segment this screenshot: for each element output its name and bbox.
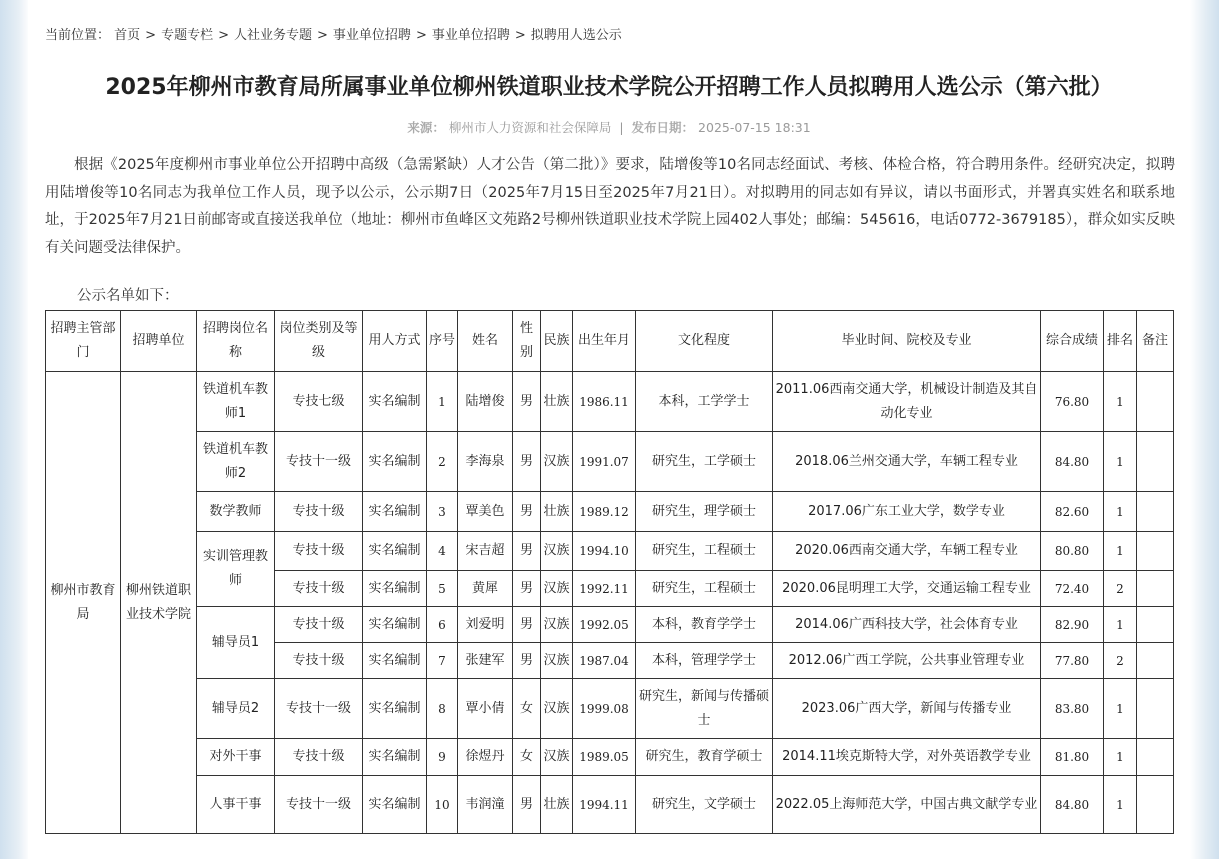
graduation-cell: 2014.11埃克斯特大学，对外英语教学专业 (773, 739, 1041, 776)
method-cell: 实名编制 (363, 607, 427, 643)
method-cell: 实名编制 (363, 571, 427, 607)
article-body: 根据《2025年度柳州市事业单位公开招聘中高级（急需紧缺）人才公告（第二批）》要求，陆增俊等10名同志经面试、考核、体检合格，符合聘用条件。经研究决定，拟聘用陆增俊等10名同志为我单位工作人员，现予以公示，公示期7日（2025年7月15日至2025年7月21日）。对拟聘用的同志如有异议，请以书面形式，并署真实姓名和联系地址，于2025年7月21日前邮寄或直接送我单位（地址：柳州市鱼峰区文苑路2号柳州铁道职业技术学院上园402人事处；邮编：545616，电话0772-3679185），群众如实反映有关问题受法律保护。 (45, 157, 1175, 256)
article-title: 2025年柳州市教育局所属事业单位柳州铁道职业技术学院公开招聘工作人员拟聘用人选公示（第六批） (105, 75, 1113, 100)
ethnic-cell: 壮族 (541, 776, 573, 834)
breadcrumb-separator: > (415, 28, 427, 43)
graduation-cell: 2012.06广西工学院，公共事业管理专业 (773, 643, 1041, 679)
breadcrumb-separator: > (145, 28, 157, 43)
header-cell: 文化程度 (636, 311, 773, 372)
ethnic-cell: 汉族 (541, 532, 573, 571)
table-row (46, 679, 1174, 739)
table-header-row (46, 311, 1174, 372)
rank-cell: 1 (1104, 532, 1137, 571)
rank-cell: 1 (1104, 432, 1137, 492)
ethnic-cell: 汉族 (541, 679, 573, 739)
education-cell: 本科，教育学学士 (636, 607, 773, 643)
level-cell: 专技十级 (275, 607, 363, 643)
department-cell: 柳州市教育局 (46, 372, 121, 834)
method-cell: 实名编制 (363, 372, 427, 432)
article-meta (28, 118, 1190, 136)
candidates-table (45, 310, 1174, 834)
birth-cell: 1999.08 (573, 679, 636, 739)
header-cell: 备注 (1137, 311, 1174, 372)
note-cell (1137, 532, 1174, 571)
gender-cell: 男 (513, 372, 541, 432)
ethnic-cell: 壮族 (541, 492, 573, 532)
breadcrumb-recruitment-sub[interactable]: 事业单位招聘 (431, 28, 510, 43)
breadcrumb-recruitment[interactable]: 事业单位招聘 (332, 28, 411, 43)
position-cell: 对外干事 (197, 739, 275, 776)
education-cell: 研究生，文学硕士 (636, 776, 773, 834)
meta-divider: | (619, 120, 624, 135)
birth-cell: 1987.04 (573, 643, 636, 679)
birth-cell: 1994.10 (573, 532, 636, 571)
ethnic-cell: 壮族 (541, 372, 573, 432)
date-label: 发布日期： (631, 120, 695, 135)
graduation-cell: 2022.05上海师范大学，中国古典文献学专业 (773, 776, 1041, 834)
note-cell (1137, 643, 1174, 679)
method-cell: 实名编制 (363, 532, 427, 571)
method-cell: 实名编制 (363, 739, 427, 776)
name-cell: 陆增俊 (458, 372, 513, 432)
note-cell (1137, 776, 1174, 834)
note-cell (1137, 607, 1174, 643)
unit-cell: 柳州铁道职业技术学院 (121, 372, 197, 834)
rank-cell: 2 (1104, 643, 1137, 679)
table-row (46, 372, 1174, 432)
name-cell: 宋吉超 (458, 532, 513, 571)
score-cell: 77.80 (1041, 643, 1104, 679)
name-cell: 刘爱明 (458, 607, 513, 643)
seq-cell: 1 (427, 372, 458, 432)
source-value: 柳州市人力资源和社会保障局 (448, 120, 612, 135)
date-value: 2025-07-15 18:31 (698, 120, 811, 135)
method-cell: 实名编制 (363, 643, 427, 679)
header-cell: 出生年月 (573, 311, 636, 372)
education-cell: 研究生，新闻与传播硕士 (636, 679, 773, 739)
gender-cell: 男 (513, 571, 541, 607)
ethnic-cell: 汉族 (541, 739, 573, 776)
rank-cell: 1 (1104, 607, 1137, 643)
rank-cell: 1 (1104, 776, 1137, 834)
breadcrumb-home[interactable]: 首页 (114, 28, 141, 43)
table-row (46, 776, 1174, 834)
graduation-cell: 2017.06广东工业大学，数学专业 (773, 492, 1041, 532)
level-cell: 专技十级 (275, 571, 363, 607)
seq-cell: 10 (427, 776, 458, 834)
education-cell: 本科，管理学学士 (636, 643, 773, 679)
table-row (46, 739, 1174, 776)
note-cell (1137, 571, 1174, 607)
level-cell: 专技十一级 (275, 432, 363, 492)
graduation-cell: 2020.06昆明理工大学，交通运输工程专业 (773, 571, 1041, 607)
birth-cell: 1986.11 (573, 372, 636, 432)
header-cell: 招聘岗位名称 (197, 311, 275, 372)
level-cell: 专技十级 (275, 643, 363, 679)
breadcrumb-separator: > (218, 28, 229, 43)
birth-cell: 1994.11 (573, 776, 636, 834)
ethnic-cell: 汉族 (541, 607, 573, 643)
score-cell: 84.80 (1041, 432, 1104, 492)
graduation-cell: 2011.06西南交通大学，机械设计制造及其自动化专业 (773, 372, 1041, 432)
name-cell: 徐煜丹 (458, 739, 513, 776)
score-cell: 72.40 (1041, 571, 1104, 607)
list-label: 公示名单如下： (77, 288, 179, 304)
rank-cell: 2 (1104, 571, 1137, 607)
gender-cell: 男 (513, 643, 541, 679)
table-row (46, 492, 1174, 532)
header-cell: 排名 (1104, 311, 1137, 372)
gender-cell: 男 (513, 776, 541, 834)
graduation-cell: 2014.06广西科技大学，社会体育专业 (773, 607, 1041, 643)
note-cell (1137, 679, 1174, 739)
method-cell: 实名编制 (363, 492, 427, 532)
level-cell: 专技十级 (275, 739, 363, 776)
header-cell: 民族 (541, 311, 573, 372)
method-cell: 实名编制 (363, 432, 427, 492)
score-cell: 83.80 (1041, 679, 1104, 739)
education-cell: 本科，工学学士 (636, 372, 773, 432)
education-cell: 研究生，工程硕士 (636, 532, 773, 571)
table-row (46, 532, 1174, 571)
seq-cell: 7 (427, 643, 458, 679)
header-cell: 性别 (513, 311, 541, 372)
score-cell: 81.80 (1041, 739, 1104, 776)
birth-cell: 1989.05 (573, 739, 636, 776)
level-cell: 专技十级 (275, 492, 363, 532)
header-cell: 岗位类别及等级 (275, 311, 363, 372)
note-cell (1137, 432, 1174, 492)
graduation-cell: 2018.06兰州交通大学，车辆工程专业 (773, 432, 1041, 492)
article-page (28, 0, 1190, 859)
position-cell: 数学教师 (197, 492, 275, 532)
ethnic-cell: 汉族 (541, 571, 573, 607)
seq-cell: 6 (427, 607, 458, 643)
header-cell: 招聘单位 (121, 311, 197, 372)
position-cell: 人事干事 (197, 776, 275, 834)
birth-cell: 1992.11 (573, 571, 636, 607)
name-cell: 李海泉 (458, 432, 513, 492)
source-label: 来源： (407, 120, 445, 135)
education-cell: 研究生，工学硕士 (636, 432, 773, 492)
position-cell: 铁道机车教师1 (197, 372, 275, 432)
gender-cell: 女 (513, 679, 541, 739)
breadcrumb-label: 当前位置： (45, 28, 111, 43)
level-cell: 专技十一级 (275, 776, 363, 834)
header-cell: 姓名 (458, 311, 513, 372)
name-cell: 覃美色 (458, 492, 513, 532)
birth-cell: 1991.07 (573, 432, 636, 492)
education-cell: 研究生，工程硕士 (636, 571, 773, 607)
note-cell (1137, 372, 1174, 432)
gender-cell: 男 (513, 607, 541, 643)
breadcrumb-separator: > (317, 28, 328, 43)
name-cell: 张建军 (458, 643, 513, 679)
education-cell: 研究生，理学硕士 (636, 492, 773, 532)
seq-cell: 2 (427, 432, 458, 492)
rank-cell: 1 (1104, 492, 1137, 532)
note-cell (1137, 492, 1174, 532)
gender-cell: 男 (513, 492, 541, 532)
table-row (46, 607, 1174, 643)
breadcrumb-special-topics[interactable]: 专题专栏 (161, 28, 214, 43)
seq-cell: 3 (427, 492, 458, 532)
header-cell: 招聘主管部门 (46, 311, 121, 372)
graduation-cell: 2020.06西南交通大学，车辆工程专业 (773, 532, 1041, 571)
rank-cell: 1 (1104, 679, 1137, 739)
position-cell: 辅导员1 (197, 607, 275, 679)
score-cell: 84.80 (1041, 776, 1104, 834)
position-cell: 辅导员2 (197, 679, 275, 739)
ethnic-cell: 汉族 (541, 432, 573, 492)
position-cell: 铁道机车教师2 (197, 432, 275, 492)
name-cell: 韦润潼 (458, 776, 513, 834)
gender-cell: 男 (513, 532, 541, 571)
gender-cell: 男 (513, 432, 541, 492)
birth-cell: 1992.05 (573, 607, 636, 643)
header-cell: 用人方式 (363, 311, 427, 372)
method-cell: 实名编制 (363, 776, 427, 834)
education-cell: 研究生，教育学硕士 (636, 739, 773, 776)
header-cell: 序号 (427, 311, 458, 372)
seq-cell: 5 (427, 571, 458, 607)
level-cell: 专技十级 (275, 532, 363, 571)
seq-cell: 8 (427, 679, 458, 739)
rank-cell: 1 (1104, 739, 1137, 776)
score-cell: 76.80 (1041, 372, 1104, 432)
header-cell: 毕业时间、院校及专业 (773, 311, 1041, 372)
seq-cell: 9 (427, 739, 458, 776)
seq-cell: 4 (427, 532, 458, 571)
graduation-cell: 2023.06广西大学，新闻与传播专业 (773, 679, 1041, 739)
level-cell: 专技七级 (275, 372, 363, 432)
name-cell: 覃小倩 (458, 679, 513, 739)
rank-cell: 1 (1104, 372, 1137, 432)
name-cell: 黄犀 (458, 571, 513, 607)
level-cell: 专技十一级 (275, 679, 363, 739)
breadcrumb-hr-topics[interactable]: 人社业务专题 (234, 28, 313, 43)
score-cell: 82.60 (1041, 492, 1104, 532)
ethnic-cell: 汉族 (541, 643, 573, 679)
table-row (46, 432, 1174, 492)
score-cell: 80.80 (1041, 532, 1104, 571)
birth-cell: 1989.12 (573, 492, 636, 532)
position-cell: 实训管理教师 (197, 532, 275, 607)
method-cell: 实名编制 (363, 679, 427, 739)
breadcrumb-separator: > (514, 28, 526, 43)
breadcrumb (45, 24, 622, 43)
breadcrumb-current[interactable]: 拟聘用人选公示 (530, 28, 622, 43)
gender-cell: 女 (513, 739, 541, 776)
header-cell: 综合成绩 (1041, 311, 1104, 372)
score-cell: 82.90 (1041, 607, 1104, 643)
note-cell (1137, 739, 1174, 776)
